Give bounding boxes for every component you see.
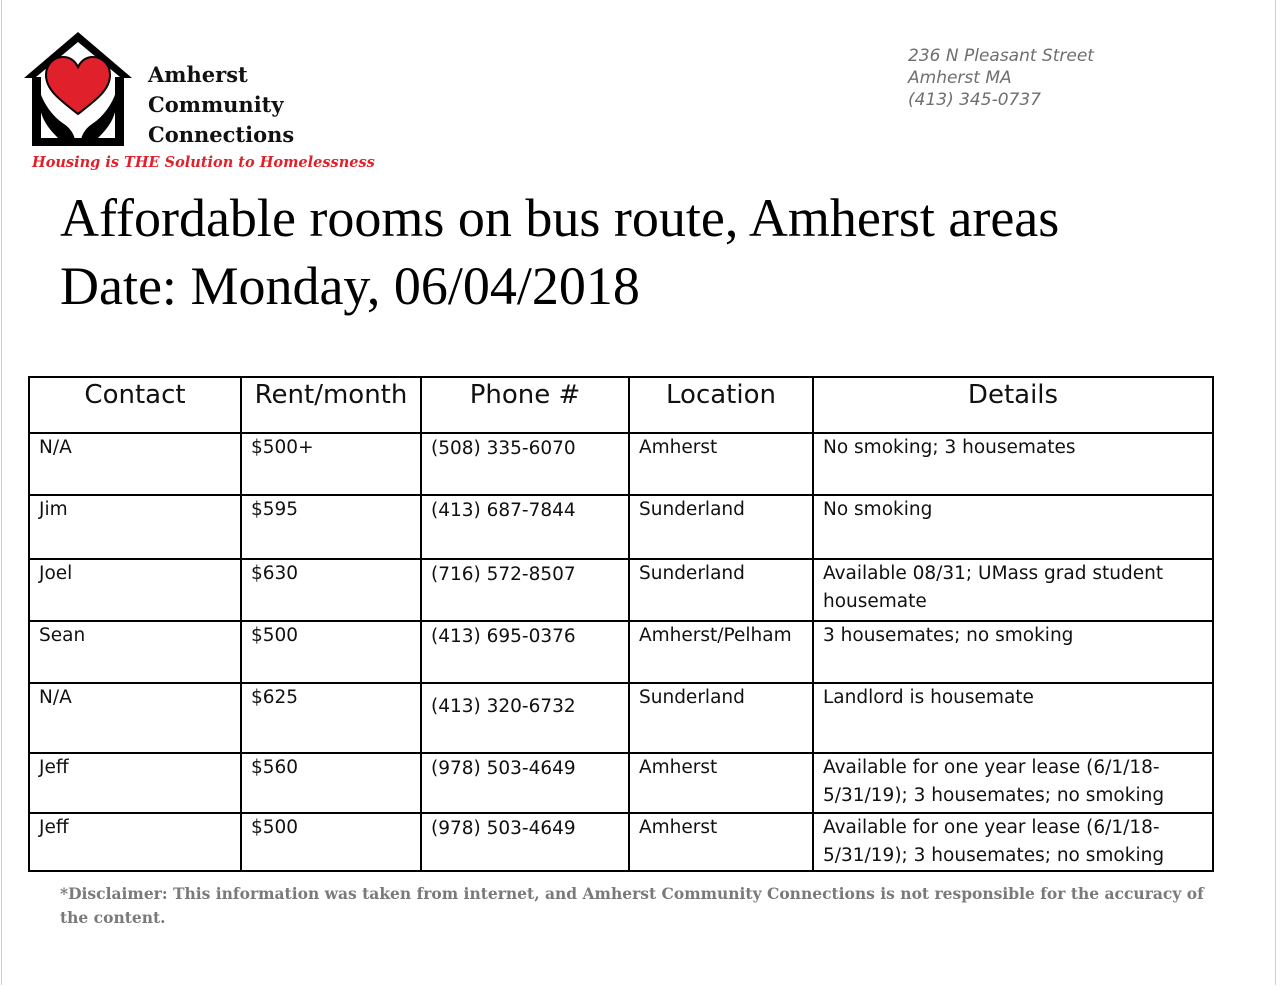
cell-rent: $625 xyxy=(241,683,421,753)
cell-rent: $500 xyxy=(241,813,421,871)
table-row xyxy=(29,813,1213,871)
address-phone: (413) 345-0737 xyxy=(908,90,1041,110)
title-line: Affordable rooms on bus route, Amherst areas xyxy=(60,188,1060,248)
document-title xyxy=(60,184,1059,320)
cell-contact: Jeff xyxy=(29,753,241,813)
phone-number: (716) 572-8507 xyxy=(431,564,576,585)
address-street: 236 N Pleasant Street xyxy=(908,46,1094,66)
cell-phone xyxy=(421,621,629,683)
column-header-details: Details xyxy=(813,377,1213,433)
house-heart-hands-icon xyxy=(20,30,140,150)
table-row xyxy=(29,433,1213,495)
cell-location: Amherst xyxy=(629,813,813,871)
phone-number: (413) 695-0376 xyxy=(431,626,576,647)
cell-details: Available for one year lease (6/1/18-5/31/19); 3 housemates; no smoking xyxy=(813,753,1213,813)
table-row xyxy=(29,621,1213,683)
phone-number: (413) 687-7844 xyxy=(431,500,576,521)
title-date: Date: Monday, 06/04/2018 xyxy=(60,256,640,316)
cell-phone xyxy=(421,753,629,813)
cell-location: Amherst xyxy=(629,433,813,495)
cell-details: Available for one year lease (6/1/18-5/31/19); 3 housemates; no smoking xyxy=(813,813,1213,871)
cell-contact: Jim xyxy=(29,495,241,559)
column-header-contact: Contact xyxy=(29,377,241,433)
cell-rent: $630 xyxy=(241,559,421,621)
phone-number: (413) 320-6732 xyxy=(431,696,576,717)
cell-contact: Sean xyxy=(29,621,241,683)
cell-details: 3 housemates; no smoking xyxy=(813,621,1213,683)
organization-name-line: Community xyxy=(148,92,284,117)
cell-phone xyxy=(421,813,629,871)
cell-details: No smoking xyxy=(813,495,1213,559)
table-row xyxy=(29,683,1213,753)
cell-location: Amherst/Pelham xyxy=(629,621,813,683)
column-header-phone: Phone # xyxy=(421,377,629,433)
cell-details: Landlord is housemate xyxy=(813,683,1213,753)
cell-location: Sunderland xyxy=(629,495,813,559)
phone-number: (508) 335-6070 xyxy=(431,438,576,459)
cell-contact: N/A xyxy=(29,683,241,753)
cell-rent: $595 xyxy=(241,495,421,559)
table-row xyxy=(29,495,1213,559)
table-row xyxy=(29,559,1213,621)
cell-location: Sunderland xyxy=(629,559,813,621)
rooms-table xyxy=(28,376,1214,872)
cell-rent: $560 xyxy=(241,753,421,813)
table-header-row xyxy=(29,377,1213,433)
cell-details: Available 08/31; UMass grad student housemate xyxy=(813,559,1213,621)
cell-contact: N/A xyxy=(29,433,241,495)
organization-address xyxy=(908,45,1094,111)
organization-name xyxy=(148,60,294,150)
cell-details: No smoking; 3 housemates xyxy=(813,433,1213,495)
disclaimer-text: *Disclaimer: This information was taken from internet, and Amherst Community Connections is not responsible for the accuracy of the content. xyxy=(60,884,1204,927)
cell-rent: $500 xyxy=(241,621,421,683)
organization-name-line: Connections xyxy=(148,122,295,147)
cell-phone xyxy=(421,433,629,495)
cell-contact: Joel xyxy=(29,559,241,621)
organization-tagline: Housing is THE Solution to Homelessness xyxy=(32,154,375,171)
organization-name-line: Amherst xyxy=(148,62,248,87)
cell-phone xyxy=(421,559,629,621)
organization-logo xyxy=(20,30,375,180)
phone-number: (978) 503-4649 xyxy=(431,818,576,839)
column-header-location: Location xyxy=(629,377,813,433)
cell-phone xyxy=(421,495,629,559)
cell-rent: $500+ xyxy=(241,433,421,495)
cell-location: Amherst xyxy=(629,753,813,813)
phone-number: (978) 503-4649 xyxy=(431,758,576,779)
cell-location: Sunderland xyxy=(629,683,813,753)
table-row xyxy=(29,753,1213,813)
column-header-rent: Rent/month xyxy=(241,377,421,433)
address-city: Amherst MA xyxy=(908,68,1012,88)
cell-phone xyxy=(421,683,629,753)
cell-contact: Jeff xyxy=(29,813,241,871)
